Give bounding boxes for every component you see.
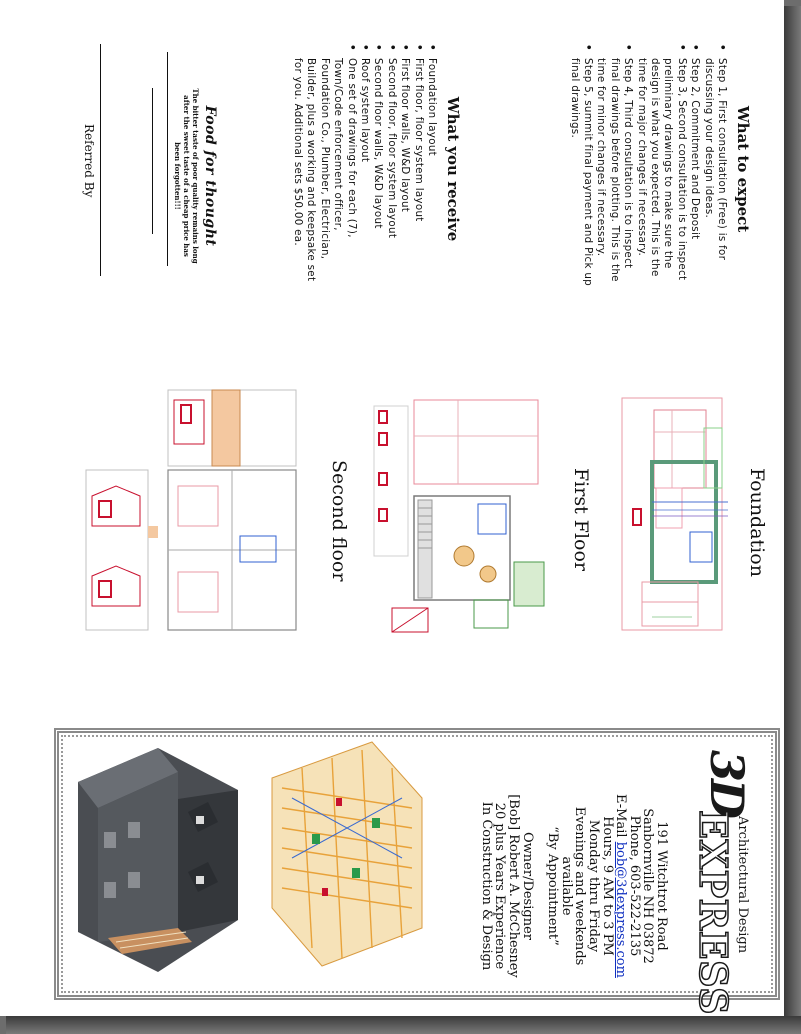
hours-line: “By Appointment” bbox=[545, 826, 561, 946]
list-item: • First floor walls, W&D layout bbox=[398, 44, 411, 294]
food-heading: Food for thought bbox=[202, 105, 218, 247]
logo bbox=[690, 750, 754, 1016]
list-item: • Step 5, summit final payment and Pick up final drawings. bbox=[567, 44, 594, 294]
list-item: • Roof system layout bbox=[358, 44, 371, 294]
referred-rule bbox=[100, 44, 101, 276]
receive-list bbox=[291, 44, 438, 294]
food-box bbox=[173, 86, 218, 266]
list-item: • Second floor, floor system layout bbox=[384, 44, 397, 294]
owner-line: In Construction & Design bbox=[478, 801, 494, 971]
list-item: • Step 1, First consultation (Free) is for discussing your design ideas. bbox=[701, 44, 728, 294]
page-shadow-bottom bbox=[6, 1016, 801, 1034]
owner-line: 20 plus Years Experience bbox=[492, 802, 508, 970]
list-item: • Foundation layout bbox=[425, 44, 438, 294]
receive-heading: What you receive bbox=[444, 96, 462, 242]
email-label: E-Mail bbox=[613, 794, 629, 838]
receive-column bbox=[291, 44, 462, 294]
email-line bbox=[614, 776, 628, 996]
expect-heading: What to expect bbox=[734, 105, 752, 233]
owner-line: Owner/Designer bbox=[519, 832, 535, 940]
list-item: • Step 3, Second consultation is to inspect preliminary drawings to make sure the design is what you expected. This is the time for major changes if necessary. bbox=[634, 44, 688, 294]
list-item: • Step 4, Third consultation is to inspect final drawings before plotting. This is the time for minor changes if necessary. bbox=[594, 44, 634, 294]
list-item: • Second floor walls, W&D layout bbox=[371, 44, 384, 294]
food-quote: The bitter taste of poor quality remains long after the sweet taste of a cheap price has been forgotten!!! bbox=[173, 88, 200, 264]
referred-label: Referred By bbox=[82, 124, 96, 198]
expect-list bbox=[567, 44, 728, 294]
framing-render bbox=[252, 738, 428, 970]
phone-line: Phone, 603-522-2135 bbox=[626, 815, 642, 957]
list-item: • One set of drawings for each (7), Town/Code enforcement officer, Foundation Co., Plumber, Electrician, Builder, plus a working and keepsake set for you. Additional sets $50.00 ea. bbox=[291, 44, 358, 294]
logo-subtitle: Architectural Design bbox=[735, 816, 750, 954]
logo-3d: 3D bbox=[700, 750, 754, 816]
address-line: 191 Witchtrot Road bbox=[654, 821, 669, 951]
hours-line: Evenings and weekends available bbox=[558, 806, 588, 966]
second-floor-plan bbox=[84, 386, 300, 642]
foundation-caption: Foundation bbox=[746, 468, 768, 577]
first-floor-plan bbox=[368, 396, 548, 636]
logo-express: EXPRESS bbox=[691, 810, 736, 1016]
first-floor-caption: First Floor bbox=[570, 468, 592, 571]
email-link[interactable]: bob@3dexpress.com bbox=[613, 841, 629, 978]
owner-line: [Bob] Robert A. McChesney bbox=[506, 794, 522, 978]
contact-info bbox=[479, 776, 668, 996]
foundation-plan bbox=[612, 392, 732, 642]
address-line: Sanbornville NH 03872 bbox=[640, 808, 656, 964]
expect-column bbox=[567, 44, 752, 294]
page-shadow-right bbox=[784, 6, 801, 1034]
house-render bbox=[68, 742, 248, 978]
list-item: • First floor, floor system layout bbox=[411, 44, 424, 294]
food-rule-2 bbox=[167, 52, 168, 266]
hours-line: Hours, 9 AM to 3 PM bbox=[599, 816, 615, 956]
hours-line: Monday thru Friday bbox=[586, 819, 602, 953]
second-floor-caption: Second floor bbox=[328, 460, 350, 582]
food-rule bbox=[152, 88, 153, 234]
list-item: • Step 2, Commitment and Deposit bbox=[688, 44, 701, 294]
